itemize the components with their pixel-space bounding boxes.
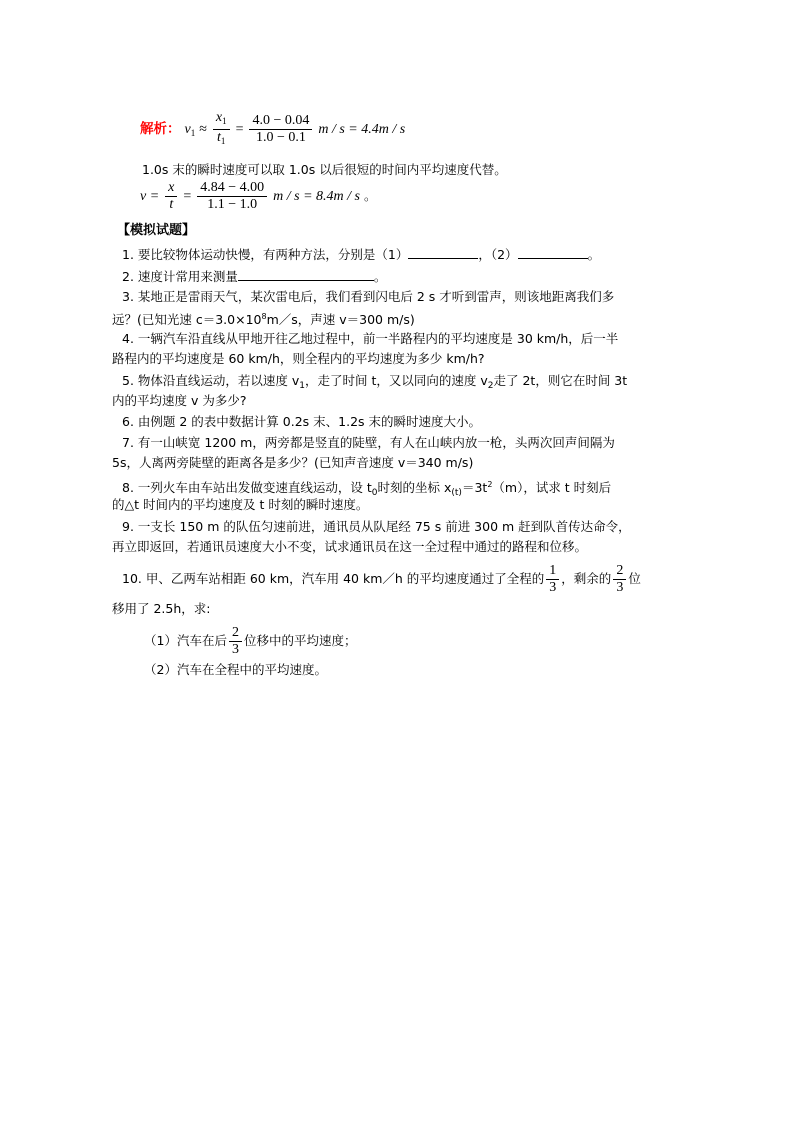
approx-sign: ≈ xyxy=(199,122,207,137)
fraction-values-2: $\frac{4.84 - 4.00}{1.1 - 1.0}$ xyxy=(197,180,267,213)
fraction-x1-t1: $\frac{x_1}{t_1}$ xyxy=(213,110,230,149)
question-4-line-2: 路程内的平均速度是 60 km/h，则全程内的平均速度为多少 km/h? xyxy=(112,351,485,366)
question-8-line-1: 8. 一列火车由车站出发做变速直线运动，设 $t_0$时刻的坐标 $x_{(t)}=3t^2(m)$，试求 t 时刻后 xyxy=(122,480,612,498)
v1-symbol: $v_1$ xyxy=(184,122,196,138)
question-8-line-2: 的△t 时间内的平均速度及 t 时刻的瞬时速度。 xyxy=(112,497,369,512)
question-9-line-1: 9. 一支长 150 m 的队伍匀速前进，通讯员从队尾经 75 s 前进 300 m 赶到队首传达命令， xyxy=(122,519,631,534)
answer-blank-3[interactable] xyxy=(238,266,374,281)
question-10-line-1: 10. 甲、乙两车站相距 60 km，汽车用 40 km／h 的平均速度通过了全程的 $\frac{1}{3}$ ，剩余的 $\frac{2}{3}$ 位 xyxy=(122,563,641,595)
question-4-line-1: 4. 一辆汽车沿直线从甲地开往乙地过程中，前一半路程内的平均速度是 30 km/h，后一半 xyxy=(122,331,619,346)
fraction-two-thirds: $\frac{2}{3}$ xyxy=(613,563,626,596)
question-10-sub-1: （1）汽车在后 $\frac{2}{3}$ 位移中的平均速度； xyxy=(144,625,357,657)
fraction-values-1: $\frac{4.0 - 0.04}{1.0 - 0.1}$ xyxy=(249,113,312,146)
question-2: 2. 速度计常用来测量 。 xyxy=(122,266,386,286)
result-2: m / s = 8.4m / s xyxy=(273,189,360,204)
question-7-line-2: 5s，人离两旁陡壁的距离各是多少？(已知声音速度 v＝340 m/s) xyxy=(112,455,474,470)
question-3-line-1: 3. 某地正是雷雨天气，某次雷电后，我们看到闪电后 2 s 才听到雷声，则该地距离我们多 xyxy=(122,289,615,304)
equals-sign: = xyxy=(235,122,244,137)
question-10-sub-2: （2）汽车在全程中的平均速度。 xyxy=(144,662,327,677)
fraction-two-thirds-2: $\frac{2}{3}$ xyxy=(229,625,242,658)
question-7-line-1: 7. 有一山峡宽 1200 m，两旁都是竖直的陡壁，有人在山峡内放一枪，头两次回声间隔为 xyxy=(122,435,615,450)
analysis-formula-1 xyxy=(140,110,405,149)
analysis-formula-2 xyxy=(140,180,376,213)
question-9-line-2: 再立即返回，若通讯员速度大小不变，试求通讯员在这一全过程中通过的路程和位移。 xyxy=(112,539,588,554)
question-6: 6. 由例题 2 的表中数据计算 0.2s 末、1.2s 末的瞬时速度大小。 xyxy=(122,414,482,429)
fraction-one-third: $\frac{1}{3}$ xyxy=(546,563,559,596)
equals-sign-2: = xyxy=(183,189,192,204)
result-1: m / s = 4.4m / s xyxy=(318,122,406,137)
v-symbol: v = xyxy=(140,189,160,204)
question-3-line-2: 远？(已知光速 $c=3.0\times 10^8m/s$，声速 v＝300 m/s) xyxy=(112,312,415,327)
period: 。 xyxy=(363,188,377,203)
section-title: 【模拟试题】 xyxy=(117,223,196,238)
question-5-line-1: 5. 物体沿直线运动，若以速度 $v_1$，走了时间 t，又以同向的速度 $v_2$走了 2t，则它在时间 3t xyxy=(122,373,628,391)
question-10-line-2: 移用了 2.5h，求: xyxy=(112,601,211,616)
analysis-note: 1.0s 末的瞬时速度可以取 1.0s 以后很短的时间内平均速度代替。 xyxy=(142,162,507,177)
analysis-label: 解析： xyxy=(140,121,181,137)
question-5-line-2: 内的平均速度 v 为多少? xyxy=(112,393,247,408)
fraction-x-t: $\frac{x}{t}$ xyxy=(165,180,177,213)
answer-blank-1[interactable] xyxy=(408,244,478,259)
question-1: 1. 要比较物体运动快慢，有两种方法，分别是（1） ，（2） 。 xyxy=(122,244,600,264)
answer-blank-2[interactable] xyxy=(518,244,588,259)
